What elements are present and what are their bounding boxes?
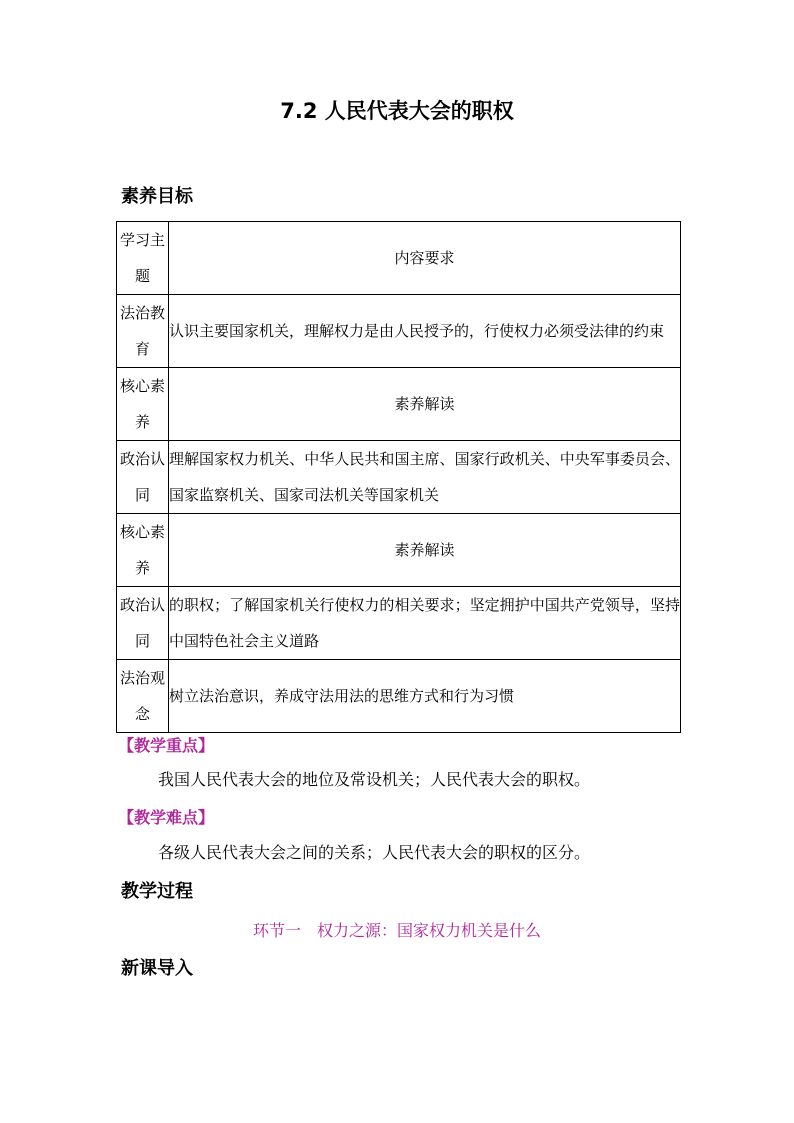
header-cell: 素养解读 [169,514,681,587]
intro-heading: 新课导入 [121,958,193,979]
topic-cell: 政治认同 [117,587,169,660]
difficulty-text: 各级人民代表大会之间的关系；人民代表大会的职权的区分。 [158,843,591,862]
table-row [117,368,681,441]
content-cell: 理解国家权力机关、中华人民共和国主席、国家行政机关、中央军事委员会、国家监察机关、国家司法机关等国家机关 [169,441,681,514]
topic-cell: 法治观念 [117,660,169,733]
document-title: 7.2 人民代表大会的职权 [280,99,514,123]
table-row [117,660,681,733]
goals-heading: 素养目标 [121,186,193,207]
topic-cell: 核心素养 [117,514,169,587]
process-heading: 教学过程 [121,881,193,902]
difficulty-label: 【教学难点】 [118,808,215,827]
table-row [117,222,681,295]
topic-cell: 政治认同 [117,441,169,514]
table-row [117,514,681,587]
topic-cell: 学习主题 [117,222,169,295]
table-row [117,587,681,660]
content-cell: 的职权；了解国家机关行使权力的相关要求；坚定拥护中国共产党领导，坚持中国特色社会主义道路 [169,587,681,660]
key-point-label: 【教学重点】 [118,736,215,755]
goals-table [116,221,681,733]
section-title: 环节一 权力之源：国家权力机关是什么 [252,921,541,940]
key-point-text: 我国人民代表大会的地位及常设机关；人民代表大会的职权。 [158,770,591,789]
content-cell: 认识主要国家机关，理解权力是由人民授予的，行使权力必须受法律的约束 [169,295,681,368]
table-row [117,441,681,514]
content-cell: 树立法治意识，养成守法用法的思维方式和行为习惯 [169,660,681,733]
header-cell: 素养解读 [169,368,681,441]
topic-cell: 法治教育 [117,295,169,368]
topic-cell: 核心素养 [117,368,169,441]
header-cell: 内容要求 [169,222,681,295]
table-row [117,295,681,368]
